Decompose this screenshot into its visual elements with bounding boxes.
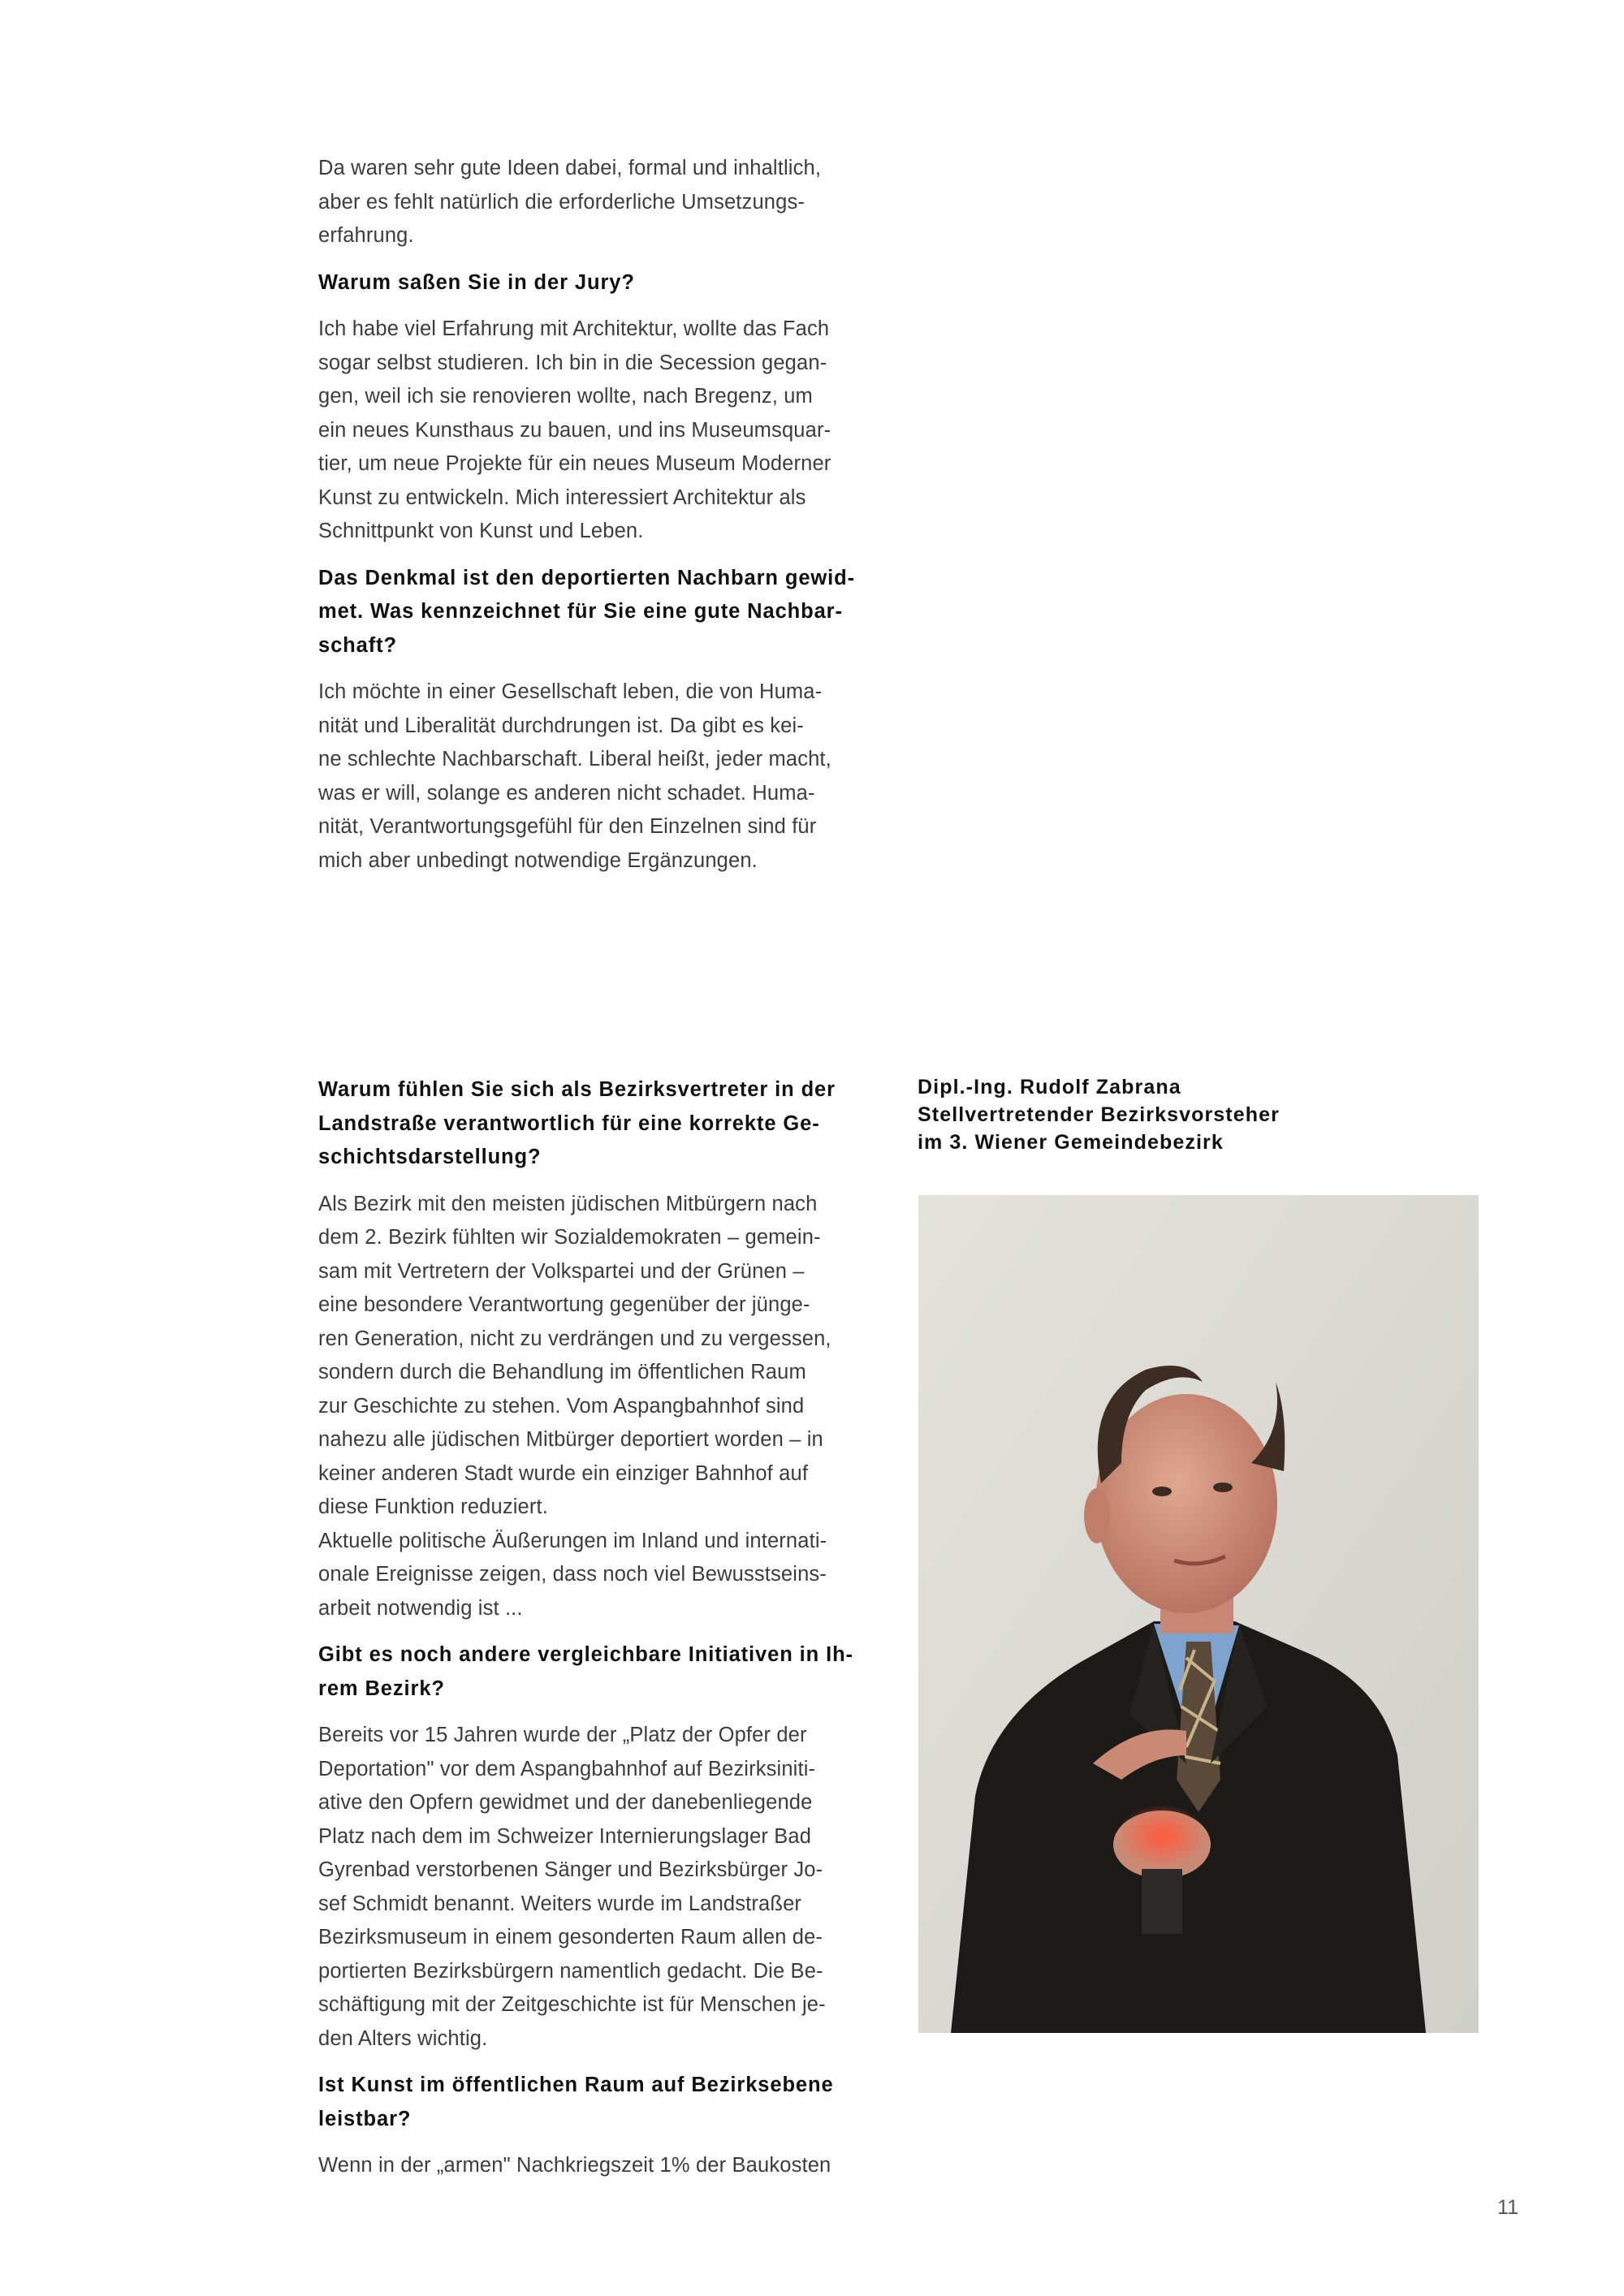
answer-line: diese Funktion reduziert. (318, 1495, 548, 1518)
answer-line: Aktuelle politische Äußerungen im Inland und internati- (318, 1529, 827, 1552)
answer-line: erfahrung. (318, 224, 414, 247)
answer-line: ne schlechte Nachbarschaft. Liberal heißt, jeder macht, (318, 748, 831, 770)
question-line: leistbar? (318, 2107, 412, 2130)
answer-line: keiner anderen Stadt wurde ein einziger Bahnhof auf (318, 1461, 809, 1485)
paragraph-spacer (318, 2136, 885, 2149)
answer-line: aber es fehlt natürlich die erforderliche Umsetzungs- (318, 190, 805, 214)
answer-line: arbeit notwendig ist ... (318, 1596, 523, 1620)
question-line: Warum fühlen Sie sich als Bezirksvertreter in der (318, 1078, 836, 1101)
answer-line: eine besondere Verantwortung gegenüber der jünge- (318, 1293, 810, 1316)
question-line: Gibt es noch andere vergleichbare Initiativen in Ih- (318, 1643, 853, 1666)
answer-line: mich aber unbedingt notwendige Ergänzungen. (318, 848, 758, 872)
answer-line: ein neues Kunsthaus zu bauen, und ins Museumsquar- (318, 418, 831, 442)
paragraph-spacer (318, 253, 885, 266)
answer-line: Ich habe viel Erfahrung mit Architektur, wollte das Fach (318, 317, 830, 340)
answer-line: Schnittpunkt von Kunst und Leben. (318, 520, 644, 542)
answer-line: Wenn in der „armen" Nachkriegszeit 1% der Baukosten (318, 2154, 831, 2177)
answer-line: dem 2. Bezirk fühlten wir Sozialdemokraten – gemein- (318, 1226, 821, 1249)
question-line: Warum saßen Sie in der Jury? (318, 270, 635, 294)
caption-district: im 3. Wiener Gemeindebezirk (918, 1131, 1224, 1154)
answer-line: Da waren sehr gute Ideen dabei, formal und inhaltlich, (318, 157, 822, 179)
paragraph-spacer (318, 1175, 885, 1188)
answer-line: Ich möchte in einer Gesellschaft leben, die von Huma- (318, 680, 823, 703)
paragraph-spacer (318, 2056, 885, 2069)
answer-line: gen, weil ich sie renovieren wollte, nach Bregenz, um (318, 385, 813, 408)
paragraph-spacer (318, 662, 885, 675)
question-line: rem Bezirk? (318, 1677, 445, 1700)
answer-line: Bereits vor 15 Jahren wurde der „Platz der Opfer der (318, 1724, 807, 1746)
answer-line: Gyrenbad verstorbenen Sänger und Bezirksbürger Jo- (318, 1858, 823, 1881)
answer-line: ative den Opfern gewidmet und der danebenliegende (318, 1791, 813, 1814)
interview-column-top (318, 152, 885, 878)
answer-line: nität und Liberalität durchdrungen ist. Da gibt es kei- (318, 714, 804, 737)
answer-line: zur Geschichte zu stehen. Vom Aspangbahnhof sind (318, 1394, 805, 1418)
question-line: schichtsdarstellung? (318, 1146, 542, 1168)
answer-line: Platz nach dem im Schweizer Internierungslager Bad (318, 1824, 812, 1848)
portrait-caption (918, 1073, 1486, 1156)
question-line: Ist Kunst im öffentlichen Raum auf Bezirksebene (318, 2074, 834, 2096)
answer-line: nahezu alle jüdischen Mitbürger deportiert worden – in (318, 1428, 823, 1451)
caption-role: Stellvertretender Bezirksvorsteher (918, 1103, 1280, 1126)
question-line: Landstraße verantwortlich für eine korrekte Ge- (318, 1111, 820, 1135)
answer-line: sondern durch die Behandlung im öffentlichen Raum (318, 1361, 806, 1383)
page-number: 11 (1497, 2196, 1518, 2219)
answer-line: sam mit Vertretern der Volkspartei und der Grünen – (318, 1259, 805, 1283)
answer-line: Bezirksmuseum in einem gesonderten Raum allen de- (318, 1926, 823, 1949)
answer-line: nität, Verantwortungsgefühl für den Einzelnen sind für (318, 815, 817, 838)
answer-line: Kunst zu entwickeln. Mich interessiert Architektur als (318, 486, 806, 509)
answer-line: portierten Bezirksbürgern namentlich gedacht. Die Be- (318, 1959, 823, 1983)
answer-line: sef Schmidt benannt. Weiters wurde im Landstraßer (318, 1892, 802, 1915)
answer-line: ren Generation, nicht zu verdrängen und zu vergessen, (318, 1327, 831, 1350)
answer-line: Deportation" vor dem Aspangbahnhof auf Bezirksiniti- (318, 1757, 816, 1780)
paragraph-spacer (318, 549, 885, 562)
answer-line: sogar selbst studieren. Ich bin in die Secession gegan- (318, 351, 827, 374)
question-line: schaft? (318, 633, 397, 657)
question-line: Das Denkmal ist den deportierten Nachbarn gewid- (318, 566, 856, 589)
answer-line: onale Ereignisse zeigen, dass noch viel Bewusstseins- (318, 1563, 827, 1586)
answer-line: tier, um neue Projekte für ein neues Museum Moderner (318, 452, 831, 475)
answer-line: schäftigung mit der Zeitgeschichte ist für Menschen je- (318, 1993, 826, 2016)
paragraph-spacer (318, 1706, 885, 1719)
answer-line: den Alters wichtig. (318, 2026, 488, 2050)
paragraph-spacer (318, 1625, 885, 1638)
question-line: met. Was kennzeichnet für Sie eine gute Nachbar- (318, 600, 843, 623)
answer-line: Als Bezirk mit den meisten jüdischen Mitbürgern nach (318, 1192, 818, 1215)
interview-column-bottom (318, 1073, 885, 2183)
paragraph-spacer (318, 300, 885, 313)
portrait-photo (918, 1195, 1479, 2033)
caption-name: Dipl.-Ing. Rudolf Zabrana (918, 1076, 1181, 1098)
answer-line: was er will, solange es anderen nicht schadet. Huma- (318, 781, 815, 805)
